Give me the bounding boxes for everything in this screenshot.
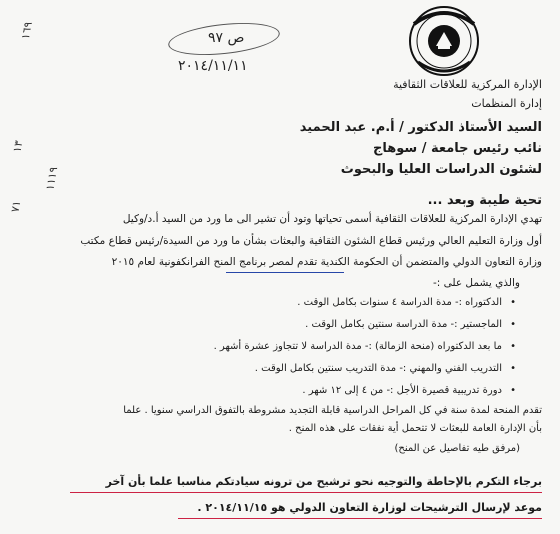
note-line-2: بأن الإدارة العامة للبعثات لا تتحمل أية نفقات على هذه المنح . <box>288 423 542 434</box>
greeting: تحية طيبة وبعد ... <box>427 193 542 208</box>
closing-line-1: برجاء التكرم بالإحاطة والتوجيه نحو ترشيح من ترونه سيادتكم مناسبا علما بأن آخر <box>105 475 542 488</box>
margin-note-c: ٧١ <box>8 199 24 214</box>
attachment-note: (مرفق طيه تفاصيل عن المنح) <box>394 443 520 454</box>
addressee-department: لشئون الدراسات العليا والبحوث <box>340 162 542 177</box>
body-intro: والذي يشمل على :- <box>432 277 520 289</box>
reference-code: ص ٩٧ <box>208 30 245 46</box>
addressee-position: نائب رئيس جامعة / سوهاج <box>372 141 542 156</box>
addressee-title: السيد الأستاذ الدكتور / أ.م. عبد الحميد <box>299 120 542 135</box>
reference-date: ٢٠١٤/١١/١١ <box>178 58 248 74</box>
org-section: إدارة المنظمات <box>471 97 542 110</box>
list-item: التدريب الفني والمهني :- مدة التدريب سنتين بكامل الوقت . • <box>255 363 502 374</box>
closing-underline-2 <box>178 518 542 519</box>
body-line-2: أول وزارة التعليم العالي ورئيس قطاع الشئون الثقافية والبعثات بشأن ما ورد من السيدة/رئيس قطاع مكتب <box>80 235 542 247</box>
closing-line-2: موعد لإرسال الترشيحات لوزارة التعاون الدولي هو ٢٠١٤/١١/١٥ . <box>197 501 542 514</box>
org-department: الإدارة المركزية للعلاقات الثقافية <box>393 78 542 91</box>
list-item: الدكتوراه :- مدة الدراسة ٤ سنوات بكامل الوقت . • <box>297 297 502 308</box>
margin-note-a: ١٣ <box>10 139 26 154</box>
note-line-1: تقدم المنحة لمدة سنة في كل المراحل الدراسية قابلة التجديد مشروطة بالتفوق الدراسي سنويا . علما <box>123 405 542 416</box>
list-item: ما بعد الدكتوراه (منحة الزمالة) :- مدة الدراسة لا تتجاوز عشرة أشهر . • <box>214 341 502 352</box>
margin-note-top: ١٦٩ <box>18 20 35 41</box>
list-item: الماجستير :- مدة الدراسة سنتين بكامل الوقت . • <box>305 319 502 330</box>
university-council-seal <box>400 4 488 78</box>
list-item: دورة تدريبية قصيرة الأجل :- من ٤ إلى ١٢ شهر . • <box>302 385 502 396</box>
margin-note-b: ١١١٩ <box>43 165 61 192</box>
closing-underline-1 <box>70 492 542 493</box>
body-line-3: وزارة التعاون الدولي والمتضمن أن الحكومة الكندية تقدم لمصر برنامج المنح الفرانكفونية لعام ٢٠١٥ <box>111 256 542 268</box>
body-line-1: تهدي الإدارة المركزية للعلاقات الثقافية أسمى تحياتها وتود أن تشير الى ما ورد من السيد أ.د/وكيل <box>122 213 542 225</box>
highlight-underline-program <box>226 272 344 273</box>
